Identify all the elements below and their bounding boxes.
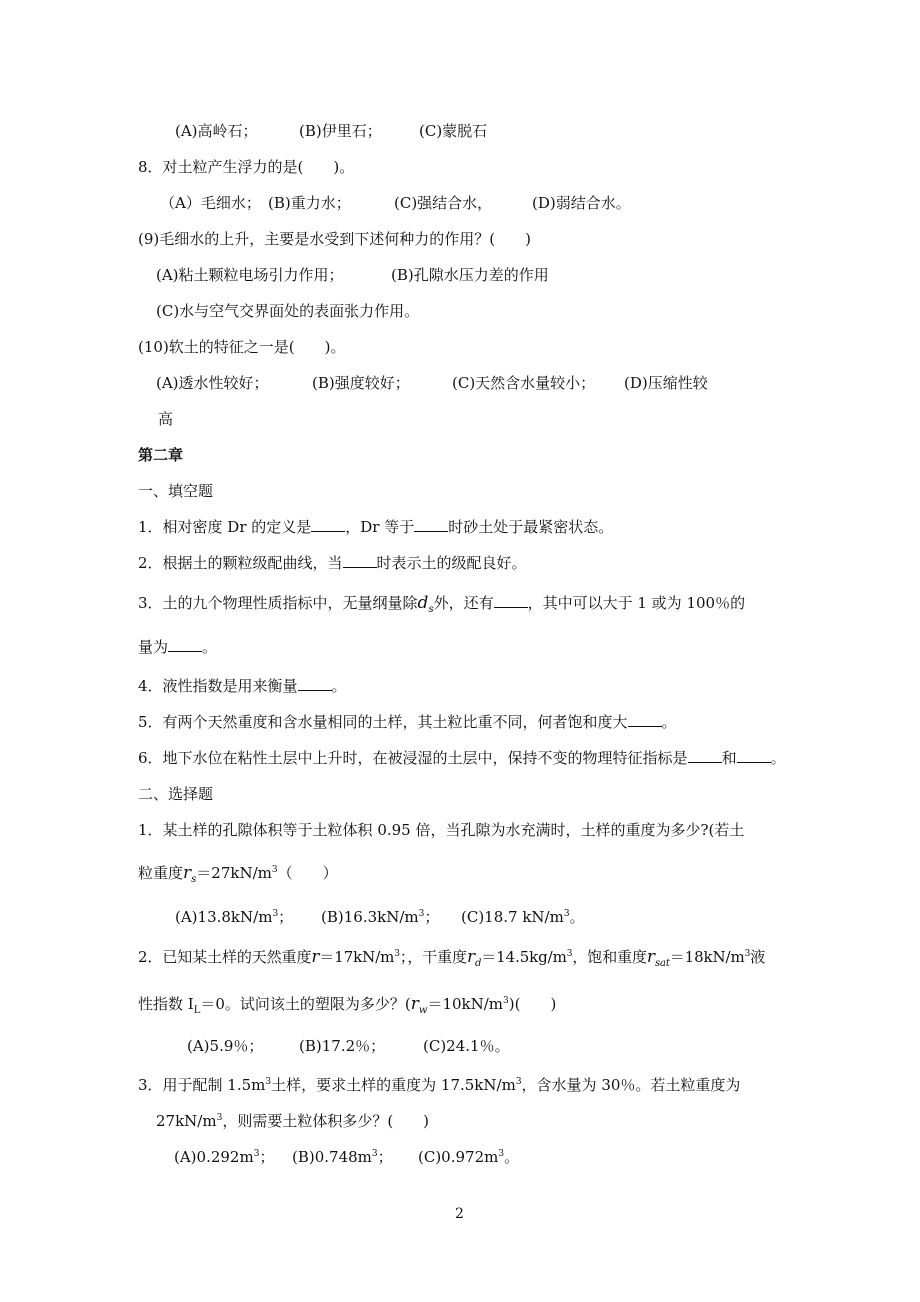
fill-question-6: 6．地下水位在粘性土层中上升时，在被浸湿的土层中，保持不变的物理特征指标是 和 。	[138, 749, 786, 767]
option-a: （A）毛细水；	[160, 194, 261, 212]
option-b: $(B)0.748m^3$；	[292, 1148, 393, 1166]
answer-blank	[414, 517, 448, 532]
q9-options-ab	[156, 265, 549, 285]
answer-blank	[168, 637, 202, 652]
option-a: (A)5.9％；	[187, 1037, 264, 1055]
q9-option-c: (C)水与空气交界面处的表面张力作用。	[156, 302, 420, 320]
question-9: (9)毛细水的上升，主要是水受到下述何种力的作用？( )	[138, 230, 531, 248]
option-b: (B)孔隙水压力差的作用	[391, 266, 549, 284]
fill-question-3: 3．土的九个物理性质指标中，无量纲量除$d_s$外，还有 ，其中可以大于 1 或为 100％的	[138, 593, 746, 615]
answer-blank	[298, 676, 332, 691]
option-d: (D)弱结合水。	[532, 194, 631, 212]
answer-blank	[628, 712, 662, 727]
q7-options	[175, 121, 487, 141]
option-c: (C)24.1％。	[423, 1037, 510, 1055]
q1-choice-options	[175, 904, 585, 927]
section-fill-blank: 一、填空题	[138, 482, 214, 500]
option-b: (B)17.2％；	[299, 1037, 386, 1055]
option-c: $(C)0.972m^3$。	[418, 1148, 520, 1166]
option-b: (B)重力水；	[268, 194, 351, 212]
section-multiple-choice: 二、选择题	[138, 785, 214, 803]
fill-question-5: 5．有两个天然重度和含水量相同的土样，其土粒比重不同，何者饱和度大 。	[138, 713, 677, 731]
option-d: (D)压缩性较	[624, 374, 708, 392]
choice-question-2: 2．已知某土样的天然重度$r=17kN/m^3$；，干重度$r_d=14.5kg/m^3$，饱和重度$r_{sat}=18kN/m^3$液	[138, 947, 766, 969]
answer-blank	[311, 517, 345, 532]
answer-blank	[688, 748, 722, 763]
option-b: $(B)16.3kN/m^3$；	[321, 908, 440, 926]
answer-blank	[494, 593, 528, 608]
answer-blank	[343, 553, 377, 568]
chapter-heading: 第二章	[138, 446, 184, 464]
page-number: 2	[455, 1206, 464, 1222]
choice-question-3: 3．用于配制 $1.5m^3$土样，要求土样的重度为 $17.5kN/m^3$，含水量为 30％。若土粒重度为	[138, 1076, 741, 1094]
option-b: (B)伊里石；	[299, 122, 382, 140]
fill-question-4: 4．液性指数是用来衡量 。	[138, 677, 347, 695]
option-b: (B)强度较好；	[312, 374, 410, 392]
choice-question-1-cont: 粒重度$r_s=27kN/m^3$（ ）	[138, 863, 338, 885]
question-8: 8．对土粒产生浮力的是( )。	[138, 158, 355, 176]
choice-question-1: 1．某土样的孔隙体积等于土粒体积 0.95 倍，当孔隙为水充满时，土样的重度为多少?(若土	[138, 821, 745, 839]
option-a: $(A)0.292m^3$；	[174, 1148, 275, 1166]
fill-question-1: 1．相对密度 Dr 的定义是 ，Dr 等于 时砂土处于最紧密状态。	[138, 518, 614, 536]
option-a: $(A)13.8kN/m^3$；	[175, 908, 294, 926]
option-a: (A)粘土颗粒电场引力作用；	[156, 266, 344, 284]
choice-question-3-cont: $27kN/m^3$，则需要土粒体积多少？( )	[156, 1112, 430, 1130]
fill-question-3-cont: 量为 。	[138, 638, 218, 656]
answer-blank	[737, 748, 771, 763]
q8-options	[160, 193, 631, 213]
q2-choice-options	[187, 1036, 510, 1056]
option-a: (A)透水性较好；	[156, 374, 269, 392]
q10-option-d-wrap: 高	[158, 410, 174, 428]
q3-choice-options	[174, 1144, 519, 1167]
option-a: (A)高岭石；	[175, 122, 258, 140]
fill-question-2: 2．根据土的颗粒级配曲线，当 时表示土的级配良好。	[138, 554, 527, 572]
option-c: (C)天然含水量较小；	[452, 374, 596, 392]
question-10: (10)软土的特征之一是( )。	[138, 338, 346, 356]
q10-options	[156, 373, 708, 393]
option-c: (C)强结合水，	[394, 194, 493, 212]
choice-question-2-cont: 性指数 $I_L=0$。试问该土的塑限为多少？$(r_w=10kN/m^3)$( )	[138, 994, 557, 1016]
option-c: (C)18.7 $kN/m^3$。	[461, 908, 585, 926]
option-c: (C)蒙脱石	[419, 122, 488, 140]
